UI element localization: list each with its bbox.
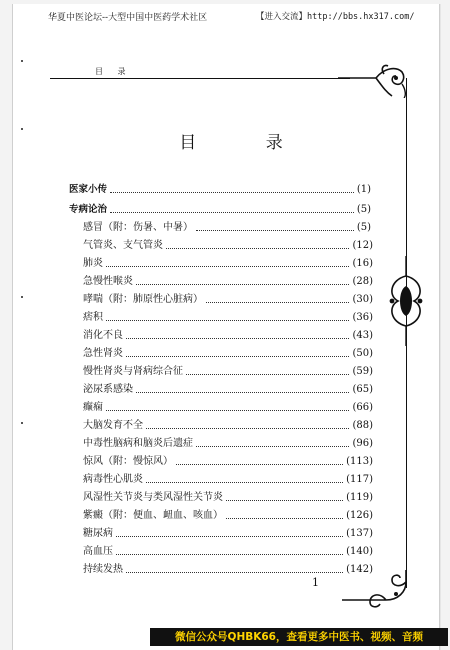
toc-entry-label: 泌尿系感染 (83, 384, 133, 395)
toc-entry-label: 慢性肾炎与肾病综合征 (83, 366, 183, 377)
site-title: 华夏中医论坛--大型中国中医药学术社区 (48, 13, 208, 23)
toc-entry-label: 风湿性关节炎与类风湿性关节炎 (83, 492, 223, 503)
toc-entry[interactable] (83, 418, 373, 434)
toc-entry-label: 中毒性脑病和脑炎后遗症 (83, 438, 193, 449)
toc-entry-label: 紫癜（附：便血、衄血、咳血） (83, 510, 223, 521)
dot-leader (110, 192, 354, 193)
toc-entry-page: (65) (352, 384, 373, 395)
toc-entry-page: (5) (356, 204, 371, 215)
dot-leader (226, 500, 343, 501)
toc-entry[interactable] (83, 274, 373, 290)
toc-entry-page: (12) (352, 240, 373, 251)
dot-leader (116, 536, 343, 537)
dot-leader (146, 482, 343, 483)
toc-entry-label: 专病论治 (69, 204, 108, 215)
dot-leader (106, 266, 349, 267)
toc-entry[interactable] (83, 310, 373, 326)
toc-entry-label: 感冒（附：伤暑、中暑） (83, 222, 193, 233)
dot-leader (206, 302, 349, 303)
header-rule (50, 78, 350, 79)
toc-entry-page: (117) (346, 474, 373, 485)
dot-leader (110, 212, 354, 213)
toc-entry-label: 糖尿病 (83, 528, 113, 539)
toc-entry-label: 急性肾炎 (83, 348, 123, 359)
toc-entry[interactable] (83, 292, 373, 308)
toc-entry-label: 持续发热 (83, 564, 123, 575)
side-ornament-icon (384, 256, 428, 346)
dot-leader (116, 554, 343, 555)
toc-entry[interactable] (83, 364, 373, 380)
toc-entry-page: (28) (352, 276, 373, 287)
toc-entry-label: 高血压 (83, 546, 113, 557)
dot-leader (106, 320, 349, 321)
toc-entry[interactable] (83, 382, 373, 398)
toc-entry-page: (5) (356, 222, 371, 233)
toc-entry-label: 大脑发育不全 (83, 420, 143, 431)
toc-entry-page: (30) (352, 294, 373, 305)
toc-entry[interactable] (83, 526, 373, 542)
forum-link[interactable]: 【进入交流】http://bbs.hx317.com/ (256, 12, 415, 22)
margin-mark (21, 296, 23, 298)
dot-leader (166, 248, 349, 249)
dot-leader (186, 374, 349, 375)
toc-entry-page: (36) (352, 312, 373, 323)
toc-entry-page: (119) (346, 492, 373, 503)
toc-title: 目 录 (179, 133, 315, 153)
toc-entry-page: (142) (346, 564, 373, 575)
toc-entry-label: 病毒性心肌炎 (83, 474, 143, 485)
toc-entry-label: 痞积 (83, 312, 103, 323)
dot-leader (126, 572, 343, 573)
toc-entry[interactable] (83, 472, 373, 488)
toc-entry[interactable] (83, 454, 373, 470)
dot-leader (146, 428, 349, 429)
toc-entry-page: (50) (352, 348, 373, 359)
toc-entry-page: (59) (352, 366, 373, 377)
toc-entry-page: (16) (352, 258, 373, 269)
toc-entry-page: (126) (346, 510, 373, 521)
toc-entry-label: 急慢性喉炎 (83, 276, 133, 287)
toc-entry[interactable] (83, 328, 373, 344)
corner-ornament-icon (336, 62, 408, 98)
top-banner (12, 8, 438, 26)
toc-entry-label: 消化不良 (83, 330, 123, 341)
dot-leader (126, 356, 349, 357)
toc-entry-page: (1) (356, 184, 371, 195)
toc-entry[interactable] (83, 346, 373, 362)
dot-leader (126, 338, 349, 339)
toc-entry-page: (96) (352, 438, 373, 449)
dot-leader (136, 284, 349, 285)
toc-entry[interactable] (83, 220, 371, 236)
toc-entry-label: 医家小传 (69, 184, 108, 195)
page-number: 1 (312, 576, 319, 589)
toc-entry-label: 惊风（附：慢惊风） (83, 456, 173, 467)
toc-entry[interactable] (83, 544, 373, 560)
toc-entry-page: (137) (346, 528, 373, 539)
dot-leader (226, 518, 343, 519)
dot-leader (176, 464, 343, 465)
toc-entry[interactable] (69, 182, 371, 198)
toc-entry-label: 癫痫 (83, 402, 103, 413)
toc-entry[interactable] (83, 490, 373, 506)
dot-leader (106, 410, 349, 411)
running-header: 目 录 (95, 67, 132, 76)
toc-entry[interactable] (83, 256, 373, 272)
dot-leader (196, 446, 349, 447)
toc-entry-page: (66) (352, 402, 373, 413)
toc-entry[interactable] (83, 508, 373, 524)
toc-entry[interactable] (83, 238, 373, 254)
margin-mark (21, 60, 23, 62)
toc-entry-page: (113) (346, 456, 373, 467)
toc-entry-label: 哮喘（附：肺原性心脏病） (83, 294, 203, 305)
toc-entry-page: (88) (352, 420, 373, 431)
toc-entry[interactable] (83, 400, 373, 416)
toc-entry-page: (43) (352, 330, 373, 341)
toc-entry[interactable] (83, 562, 373, 578)
toc-entry[interactable] (83, 436, 373, 452)
toc-entry-label: 气管炎、支气管炎 (83, 240, 163, 251)
toc-entry[interactable] (69, 202, 371, 218)
dot-leader (196, 230, 354, 231)
margin-mark (21, 422, 23, 424)
dot-leader (136, 392, 349, 393)
toc-entry-label: 肺炎 (83, 258, 103, 269)
toc-entry-page: (140) (346, 546, 373, 557)
wechat-banner: 微信公众号QHBK66，查看更多中医书、视频、音频 (150, 628, 448, 646)
